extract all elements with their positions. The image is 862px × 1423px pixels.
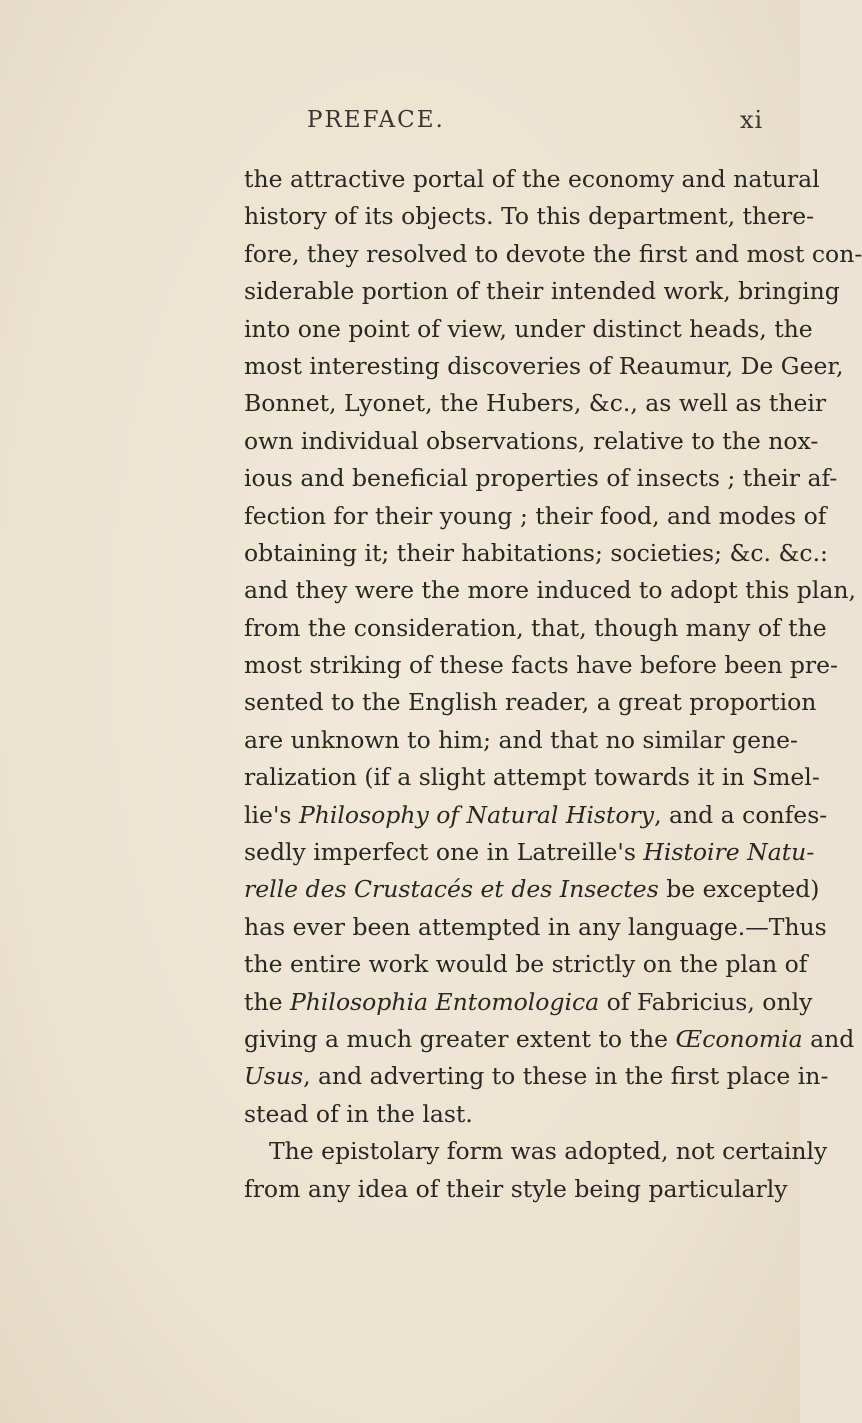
text-line: most interesting discoveries of Reaumur, De Geer, — [244, 351, 844, 380]
text-line: lie's Philosophy of Natural History, and a confes- — [244, 800, 828, 829]
text-line: from any idea of their style being particularly — [244, 1174, 788, 1203]
text-line: giving a much greater extent to the Œconomia and — [244, 1024, 855, 1053]
text-line: sedly imperfect one in Latreille's Histoire Natu- — [244, 838, 815, 867]
text-line: the Philosophia Entomologica of Fabricius, only — [244, 987, 813, 1016]
text-line: Usus, and adverting to these in the first place in- — [244, 1062, 829, 1091]
text-line: into one point of view, under distinct heads, the — [244, 314, 813, 343]
text-line: most striking of these facts have before been pre- — [244, 651, 838, 680]
text-line: has ever been attempted in any language.—Thus — [244, 912, 827, 941]
running-head: PREFACE. — [307, 107, 445, 133]
body-text — [244, 161, 862, 1208]
text-line: and they were the more induced to adopt this plan, — [244, 576, 856, 605]
text-line: history of its objects. To this department, there- — [244, 202, 815, 231]
text-line: the entire work would be strictly on the plan of — [244, 950, 808, 979]
text-line: own individual observations, relative to the nox- — [244, 426, 819, 455]
text-line: The epistolary form was adopted, not certainly — [269, 1137, 828, 1166]
text-line: ious and beneficial properties of insects ; their af- — [244, 464, 838, 493]
text-line: obtaining it; their habitations; societies; &c. &c.: — [244, 538, 828, 567]
text-line: sented to the English reader, a great proportion — [244, 688, 817, 717]
text-line: fore, they resolved to devote the first and most con- — [244, 239, 862, 268]
text-line: stead of in the last. — [244, 1099, 473, 1128]
text-line: fection for their young ; their food, and modes of — [244, 501, 827, 530]
text-line: siderable portion of their intended work, bringing — [244, 277, 840, 306]
page-header — [0, 103, 800, 143]
page-number: xi — [740, 106, 764, 134]
text-line: are unknown to him; and that no similar gene- — [244, 725, 798, 754]
text-line: ralization (if a slight attempt towards it in Smel- — [244, 763, 820, 792]
text-line: the attractive portal of the economy and natural — [244, 165, 820, 193]
text-line: Bonnet, Lyonet, the Hubers, &c., as well as their — [244, 389, 827, 418]
text-line: relle des Crustacés et des Insectes be excepted) — [244, 875, 820, 904]
text-line: from the consideration, that, though many of the — [244, 613, 827, 642]
